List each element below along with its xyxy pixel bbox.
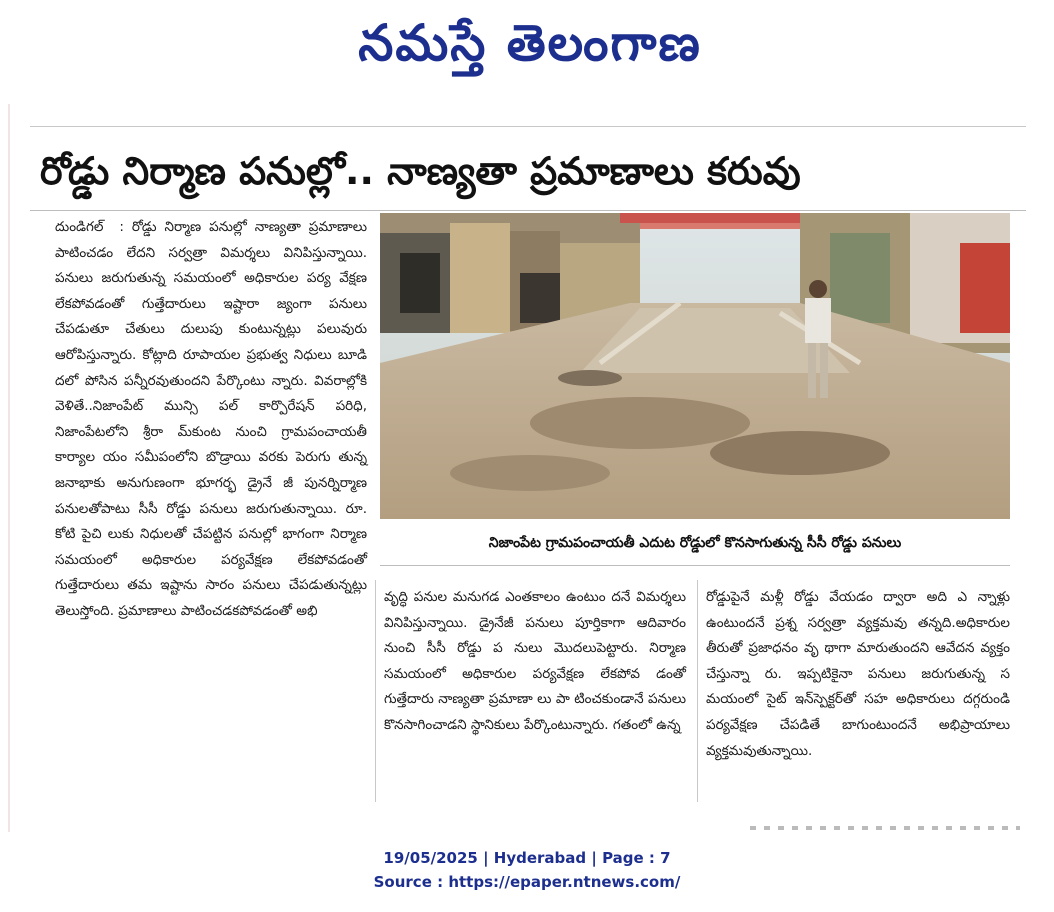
source-footer <box>0 846 1054 894</box>
bottom-edge-marks <box>750 826 1020 830</box>
article-headline: రోడ్డు నిర్మాణ పనుల్లో.. నాణ్యతా ప్రమాణాలు కరువు <box>40 149 801 193</box>
top-divider <box>30 126 1026 127</box>
article-column-3 <box>706 585 1010 805</box>
photo-illustration <box>380 213 1010 519</box>
column-3-text: రోడ్డుపైనే మళ్లీ రోడ్డు వేయడం ద్వారా అది ఎ న్నాళ్లు ఉంటుందనే ప్రశ్న సర్వత్రా వ్యక్తమవు తన్నది.అధికారుల తీరుతో ప్రజాధనం వృ థాగా మారుతుందని ఆవేదన వ్యక్తం చేస్తున్నా రు. ఇప్పటికైనా పనులు జరుగుతున్న స మయంలో సైట్ ఇన్‌స్పెక్టర్‌తో సహ అధికారులు దగ్గరుండి పర్యవేక్షణ చేపడితే బాగుంటుందనే అభిప్రాయాలు వ్యక్తమవుతున్నాయి. <box>706 589 1010 759</box>
clip-edge <box>8 104 10 832</box>
column-divider <box>697 580 698 802</box>
article-column-1: దుండిగల్ : రోడ్డు నిర్మాణ పనుల్లో నాణ్యతా ప్రమాణాలు పాటించడం లేదని సర్వత్రా విమర్శలు వినిపిస్తున్నాయి. పనులు జరుగుతున్న సమయంలో అధికారుల పర్య వేక్షణ లేకపోవడంతో గుత్తేదారులు ఇష్టారా జ్యంగా పనులు చేపడుతూ చేతులు దులుపు కుంటున్నట్లు పలువురు ఆరోపిస్తున్నారు. కోట్లాది రూపాయల ప్రభుత్వ నిధులు బూడి దలో పోసిన పన్నీరవుతుందని పేర్కొంటు న్నారు. వివరాల్లోకి వెళితే..నిజాంపేట్ మున్సి పల్ కార్పొరేషన్ పరిధి, నిజాంపేటలోని శ్రీరా మ్‌కుంట నుంచి గ్రామపంచాయతీ కార్యాల యం సమీపంలోని బొడ్రాయి వరకు పెరుగు తున్న జనాభాకు అనుగుణంగా భూగర్భ డ్రైనే జీ పునర్నిర్మాణ పనులతోపాటు సీసీ రోడ్డు పనులు జరుగుతున్నాయి. రూ. కోటి పైచి లుకు నిధులతో చేపట్టిన పనుల్లో భాగంగా నిర్మాణ సమయంలో అధికారుల పర్యవేక్షణ లేకపోవడంతో గుత్తేదారులు తమ ఇష్టాను సారం పనులు చేపడుతున్నట్లు తెలుస్తోంది. ప్రమాణాలు పాటించడకపోవడంతో అభి <box>55 219 367 619</box>
article-column-2 <box>384 585 686 805</box>
column-1-text: రోడ్డు నిర్మాణ పనుల్లో నాణ్యతా ప్రమాణాలు పాటించడం లేదని సర్వత్రా విమర్శలు వినిపిస్తున్నాయి. పనులు జరుగుతున్న సమయంలో అధికారుల పర్య వేక్షణ లేకపోవడంతో గుత్తేదారులు ఇష్టారా జ్యంగా పనులు చేపడుతూ చేతులు దులుపు కుంటున్నట్లు పలువురు ఆరోపిస్తున్నారు. కోట్లాది రూపాయల ప్రభుత్వ నిధులు బూడి దలో పోసిన పన్నీరవుతుందని పేర్కొంటు న్నారు. వివరాల్లోకి వెళితే..నిజాంపేట్ మున్సి పల్ కార్పొరేషన్ పరిధి, నిజాంపేటలోని శ్రీరా మ్‌కుంట నుంచి గ్రామపంచాయతీ కార్యాల యం సమీపంలోని బొడ్రాయి వరకు పెరుగు తున్న జనాభాకు అనుగుణంగా భూగర్భ డ్రైనే జీ పునర్నిర్మాణ పనులతోపాటు సీసీ రోడ్డు పనులు జరుగుతున్నాయి. రూ. కోటి పైచి లుకు నిధులతో చేపట్టిన పనుల్లో భాగంగా నిర్మాణ సమయంలో అధికారుల పర్యవేక్షణ లేకపోవడంతో గుత్తేదారులు తమ ఇష్టాను సారం పనులు చేపడుతున్నట్లు తెలుస్తోంది. ప్రమాణాలు పాటించడకపోవడంతో అభి <box>55 219 367 619</box>
edition-info: 19/05/2025 | Hyderabad | Page : 7 <box>383 849 671 867</box>
source-link[interactable]: Source : https://epaper.ntnews.com/ <box>373 873 681 891</box>
photo-caption: నిజాంపేట గ్రామపంచాయతీ ఎదుట రోడ్డులో కొనసాగుతున్న సీసీ రోడ్డు పనులు <box>380 521 1010 566</box>
masthead <box>0 0 1054 96</box>
dateline: దుండిగల్ <box>55 219 104 235</box>
column-divider <box>375 580 376 802</box>
column-2-text: వృద్ధి పనుల మనుగడ ఎంతకాలం ఉంటుం దనే విమర్శలు వినిపిస్తున్నాయి. డ్రైనేజీ పనులు పూర్తికాగా ఆదివారం నుంచి సీసీ రోడ్డు ప నులు మొదలుపెట్టారు. నిర్మాణ సమయంలో అధికారుల పర్యవేక్షణ లేకపోవ డంతో గుత్తేదారు నాణ్యతా ప్రమాణా లు పా టించకుండానే పనులు కొనసాగించాడని స్థానికులు పేర్కొంటున్నారు. గతంలో ఉన్న <box>384 589 686 733</box>
newspaper-logo: నమస్తే తెలంగాణ <box>358 14 702 72</box>
headline-divider <box>30 210 1026 211</box>
road-work-photo <box>380 213 1010 519</box>
